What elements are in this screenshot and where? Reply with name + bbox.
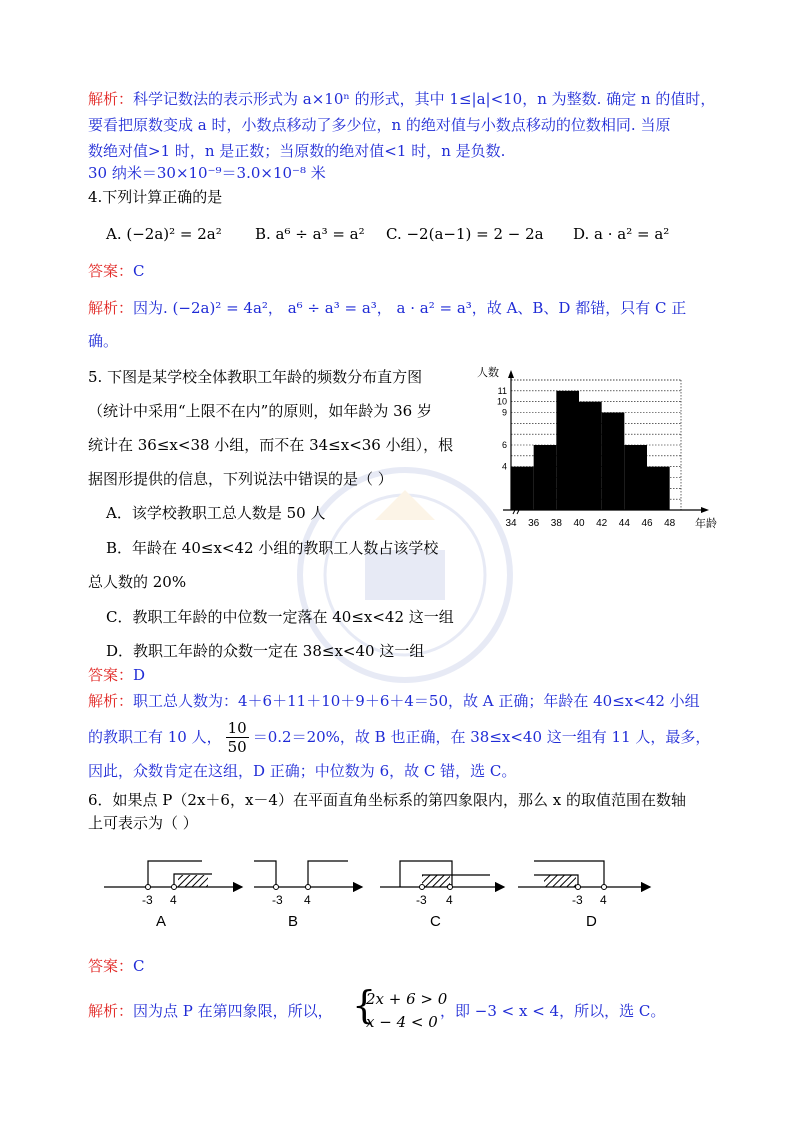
q4-option-b: B. a⁶ ÷ a³ = a² — [255, 225, 365, 243]
q5-stem-4: 据图形提供的信息，下列说法中错误的是（ ） — [88, 470, 393, 488]
x-tick-label: 34 — [505, 518, 517, 529]
histogram-bar — [579, 402, 602, 510]
q5-option-b-2: 总人数的 20% — [88, 573, 187, 591]
q6-explanation: 解析：因为点 P 在第四象限，所以， — [88, 1002, 333, 1020]
q5-option-a: A．该学校教职工总人数是 50 人 — [106, 504, 326, 522]
figure-b-label: B — [288, 913, 299, 930]
figure-b-tick-2: 4 — [304, 893, 311, 907]
y-tick-label: 4 — [501, 461, 507, 472]
y-tick-label: 10 — [496, 396, 507, 407]
histogram-bar — [647, 467, 670, 510]
y-tick-label: 11 — [497, 385, 507, 396]
q4-stem: 4.下列计算正确的是 — [88, 188, 223, 206]
system-eq-1: 2x + 6 > 0 — [366, 990, 448, 1008]
q4-option-d: D. a · a² = a² — [573, 225, 670, 243]
figure-c-label: C — [430, 913, 441, 930]
q4-answer: 答案：C — [88, 262, 145, 280]
q4-option-a: A. (−2a)² = 2a² — [106, 225, 222, 243]
q5-explanation-line3: 因此，众数肯定在这组，D 正确；中位数为 6，故 C 错，选 C。 — [88, 762, 517, 780]
q4-explanation-line2: 确。 — [88, 332, 119, 350]
system-eq-2: x − 4 < 0 — [366, 1013, 438, 1031]
figure-a — [104, 861, 242, 930]
histogram-bar — [534, 445, 557, 510]
q5-answer: 答案：D — [88, 666, 146, 684]
block1-line4: 30 纳米＝30×10⁻⁹＝3.0×10⁻⁸ 米 — [88, 164, 326, 182]
figure-d-label: D — [586, 913, 597, 930]
block1-line2: 要看把原数变成 a 时，小数点移动了多少位，n 的绝对值与小数点移动的位数相同. 当原 — [88, 116, 671, 134]
figure-c-tick-1: -3 — [416, 893, 427, 907]
x-tick-label: 38 — [550, 518, 562, 529]
x-tick-label: 48 — [664, 518, 676, 529]
y-tick-label: 6 — [501, 440, 507, 450]
q5-stem-2: （统计中采用“上限不在内”的原则，如年龄为 36 岁 — [88, 402, 432, 420]
figure-c — [380, 861, 504, 930]
figure-a-label: A — [156, 913, 167, 930]
q6-stem-1: 6．如果点 P（2x＋6，x－4）在平面直角坐标系的第四象限内，那么 x 的取值范围在数轴 — [88, 791, 686, 809]
system-brace: { — [352, 983, 377, 1027]
number-line-options — [104, 854, 664, 934]
x-tick-label: 46 — [641, 518, 653, 529]
q6-explanation-end: ，即 −3 < x < 4，所以，选 C。 — [440, 1002, 666, 1020]
figure-d-tick-1: -3 — [572, 893, 583, 907]
figure-b — [254, 861, 362, 930]
figure-a-tick-1: -3 — [142, 893, 153, 907]
q5-explanation-line2: 的教职工有 10 人， $\frac{10}{50}$ ＝0.2＝20%，故 B 也正确，在 38≤x<40 这一组有 11 人，最多， — [88, 718, 711, 756]
figure-b-tick-1: -3 — [272, 893, 283, 907]
fraction: $\frac{10}{50}$ — [227, 718, 247, 756]
histogram-bar — [511, 467, 534, 510]
x-tick-label: 36 — [528, 518, 540, 529]
histogram-bar — [556, 391, 579, 510]
histogram-bar — [624, 445, 647, 510]
figure-d-tick-2: 4 — [600, 893, 607, 907]
q6-answer: 答案：C — [88, 957, 145, 975]
x-tick-label: 42 — [596, 518, 608, 529]
figure-d — [518, 861, 650, 930]
y-axis-label: 人数 — [477, 367, 499, 379]
figure-a-tick-2: 4 — [170, 893, 177, 907]
q5-option-b-1: B．年龄在 40≤x<42 小组的教职工人数占该学校 — [106, 539, 439, 557]
q4-explanation-line1: 解析：因为. (−2a)² = 4a²， a⁶ ÷ a³ = a³， a · a² = a³，故 A、B、D 都错，只有 C 正 — [88, 299, 687, 317]
explanation-label: 解析： — [88, 90, 134, 108]
block1-line3: 数绝对值>1 时，n 是正数；当原数的绝对值<1 时，n 是负数. — [88, 142, 506, 160]
q5-explanation-line1: 解析：职工总人数为：4＋6＋11＋10＋9＋6＋4＝50，故 A 正确；年龄在 40≤x<42 小组 — [88, 692, 700, 710]
figure-c-tick-2: 4 — [446, 893, 453, 907]
q6-stem-2: 上可表示为（ ） — [88, 814, 198, 832]
block1-line1: 解析：科学记数法的表示形式为 a×10ⁿ 的形式，其中 1≤|a|<10，n 为整数. 确定 n 的值时， — [88, 90, 716, 108]
x-tick-label: 44 — [618, 518, 630, 529]
x-axis-label: 年龄 — [695, 518, 717, 530]
q5-stem-1: 5. 下图是某学校全体教职工年龄的频数分布直方图 — [88, 368, 423, 386]
histogram-bar — [602, 413, 625, 511]
q5-option-c: C．教职工年龄的中位数一定落在 40≤x<42 这一组 — [106, 608, 454, 626]
y-tick-label: 9 — [501, 407, 507, 418]
y-axis-arrow — [508, 370, 514, 378]
x-tick-label: 40 — [573, 518, 585, 529]
age-histogram — [475, 360, 720, 535]
q5-option-d: D．教职工年龄的众数一定在 38≤x<40 这一组 — [106, 642, 425, 660]
x-axis-arrow — [701, 507, 709, 513]
q5-stem-3: 统计在 36≤x<38 小组，而不在 34≤x<36 小组），根 — [88, 436, 454, 454]
q4-option-c: C. −2(a−1) = 2 − 2a — [386, 225, 544, 243]
